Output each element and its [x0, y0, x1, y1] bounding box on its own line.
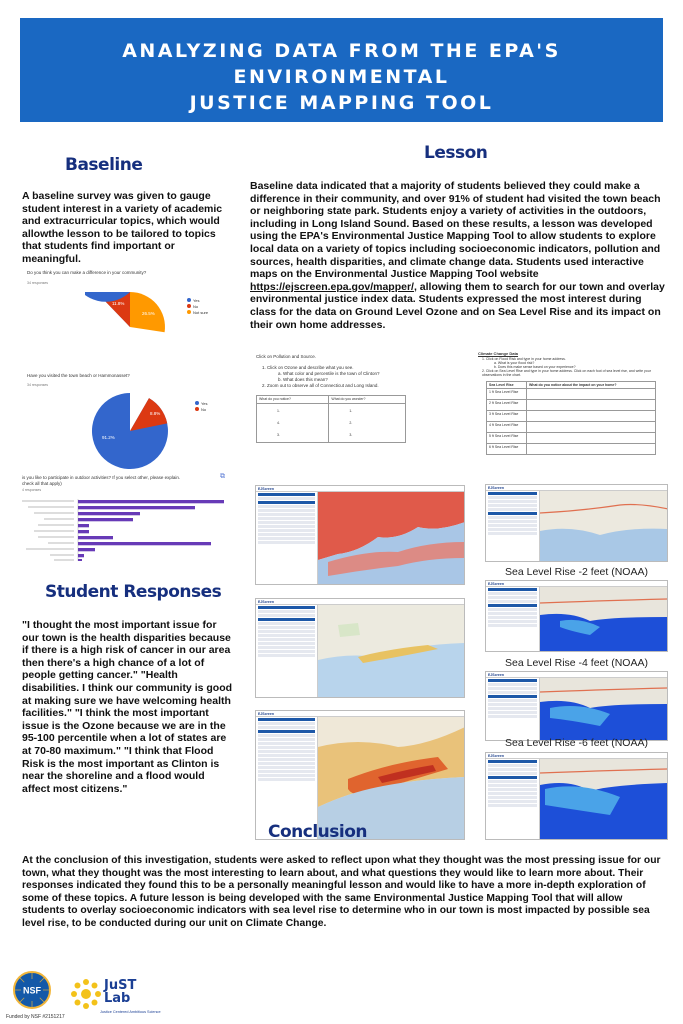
ozone-map-clinton: EJScreen — [255, 485, 465, 585]
lesson-heading: Lesson — [424, 143, 488, 163]
baseline-heading: Baseline — [65, 155, 143, 175]
notice-wonder-table: What do you notice? What do you wonder? 1. 4. 3. 1. 2. 3. — [256, 395, 406, 443]
caption-slr-6ft: Sea Level Rise -6 feet (NOAA) — [505, 737, 648, 749]
slr-6ft-map: EJScreen — [485, 752, 668, 840]
nsf-logo — [12, 970, 52, 1010]
conclusion-heading: Conclusion — [268, 822, 367, 842]
worksheet-ozone: Click on Pollution and Source. 1. Click on Ozone and describe what you see. a. What color and percentile is the town of Clinton? b. What does this mean? 2. Zoom out to observe all of Connecticut and Long Island. What do you notice? What do you wonder? 1. 4. 3. 1. 2. 3. — [250, 350, 460, 468]
funding-note: Funded by NSF #2151217 — [6, 1014, 65, 1020]
student-responses-heading: Student Responses — [45, 582, 222, 602]
survey3-question-2: check all that apply) — [22, 481, 62, 486]
survey2-legend: Yes No — [195, 400, 208, 412]
sea-level-table: Sea Level Rise What do you notice about the impact on your home? 1 ft Sea Level Rise 2 ft Sea Level Rise 3 ft Sea Level Rise 4 ft Sea Level Rise 5 ft Sea Level Rise 6 ft Sea Level Rise — [486, 381, 656, 455]
poster-title-line1: ANALYZING DATA FROM THE EPA'S ENVIRONMENTAL — [122, 40, 561, 88]
caption-slr-4ft: Sea Level Rise -4 feet (NOAA) — [505, 657, 648, 669]
worksheet-climate: Climate Change Data 1. Click on Flood Risk and type in your home address. a. What is your flood risk? b. Does this make sense based on your experience? 2. Click on Sea Level Rise and type in your home address. Click on each foot of sea level rise, and write your observations in the chart. Sea Level Rise What do you notice about the impact on your home? 1 ft Sea Level Rise 2 ft Sea Level Rise 3 ft Sea Level Rise 4 ft Sea Level Rise 5 ft Sea Level Rise 6 ft Sea Level Rise — [472, 350, 668, 474]
sun-icon — [70, 978, 102, 1010]
survey3-responses: 4 responses — [22, 488, 42, 492]
baseline-text: A baseline survey was given to gauge student interest in a variety of academic and extracurricular topics, which would allowthe lesson to be tailored to topics that students find important or meaningful. — [22, 190, 223, 265]
poster-title-line2: JUSTICE MAPPING TOOL — [189, 92, 494, 114]
survey1-pie-chart — [85, 292, 175, 362]
copy-icon: ⧉ — [220, 473, 225, 480]
survey1-responses: 34 responses — [27, 281, 49, 285]
pie-label-no: 8.8% — [150, 411, 161, 416]
survey3-question: is you like to participate in outdoor activities? If you select other, please explain. — [22, 475, 181, 480]
pie-label-not-sure: 26.5% — [142, 311, 155, 316]
survey2-question: Have you visited the town beach or Hammonasset? — [27, 373, 130, 378]
flood-risk-map: EJScreen — [485, 484, 668, 562]
slr-4ft-map: EJScreen — [485, 671, 668, 741]
survey1-legend: Yes No Not sure — [187, 297, 208, 315]
svg-text:NSF: NSF — [23, 985, 41, 996]
ozone-map-regional: EJScreen — [255, 598, 465, 698]
caption-slr-2ft: Sea Level Rise -2 feet (NOAA) — [505, 566, 648, 578]
ozone-map-northeast: EJScreen — [255, 710, 465, 840]
title-banner — [20, 18, 663, 137]
survey2-pie-chart — [85, 393, 175, 473]
just-lab-logo: JuST Lab — [104, 978, 137, 1006]
survey2-responses: 34 responses — [27, 383, 49, 387]
poster-subtitle: INTEGRATED SCIENCE, GRADE 9 — [199, 122, 484, 137]
survey1-question: Do you think you can make a difference in your community? — [27, 270, 147, 275]
lab-tagline: Justice Centered Ambitious Science — [100, 1010, 161, 1014]
pie-label-yes: 61.8% — [122, 341, 135, 346]
conclusion-text: At the conclusion of this investigation, students were asked to reflect upon what they thought was the most pressing issue for our town, what they thought was the most interesting to learn about, and what questions they would like to learn more about. Their responses indicated they found this to be a personally meaningful lesson and would like to have a more in-depth exploration of some of these topics. A future lesson is being developed with the same Environmental Justice Mapping Tool that will allow students to overlay socioeconomic indicators with sea level rise to determine who in our town is most impacted by possible sea level rise, to be conducted during our unit on Climate Change. — [22, 855, 661, 929]
pie-label-no: 11.8% — [112, 301, 125, 306]
survey3-bar-chart — [20, 497, 240, 565]
lesson-text: Baseline data indicated that a majority of students believed they could make a difference in their community, and over 91% of student had visited the town beach or neighboring state park. Students enjoy a variety of activities in the outdoors, including in Long Island Sound. Based on these results, a lesson was developed using the EPA's Environmental Justice Mapping Tool to allow students to explore local data on a variety of topics including socioeconomic indicators, pollution and sources, health disparities, and climate change data. Students used interactive maps on the Environmental Justice Mapping Tool website https://ejscreen.epa.gov/mapper/, allowing them to search for our town and overlay environmental justice index data. Students expressed the most interest during class for the data on Ground Level Ozone and on Sea Level Rise and its impact on their own home addresses. — [250, 180, 665, 331]
slr-2ft-map: EJScreen — [485, 580, 668, 652]
pie-label-yes: 91.2% — [102, 435, 115, 440]
student-responses-text: "I thought the most important issue for our town is the health disparities because if there is a high risk of cancer in our area then there's a high chance of a lot of people getting cancer." "Health disabilities. I think our community is good at making sure we have welcoming health facilities." "I think the most important issue is the Ozone because we are in the 95-100 percentile when a lot of states are at 70-80 maximum." "I think that Flood Risk is the most important as Clinton is near the shoreline and a flood would affect most citizens." — [22, 619, 233, 795]
ejscreen-link[interactable]: https://ejscreen.epa.gov/mapper/ — [250, 280, 414, 293]
